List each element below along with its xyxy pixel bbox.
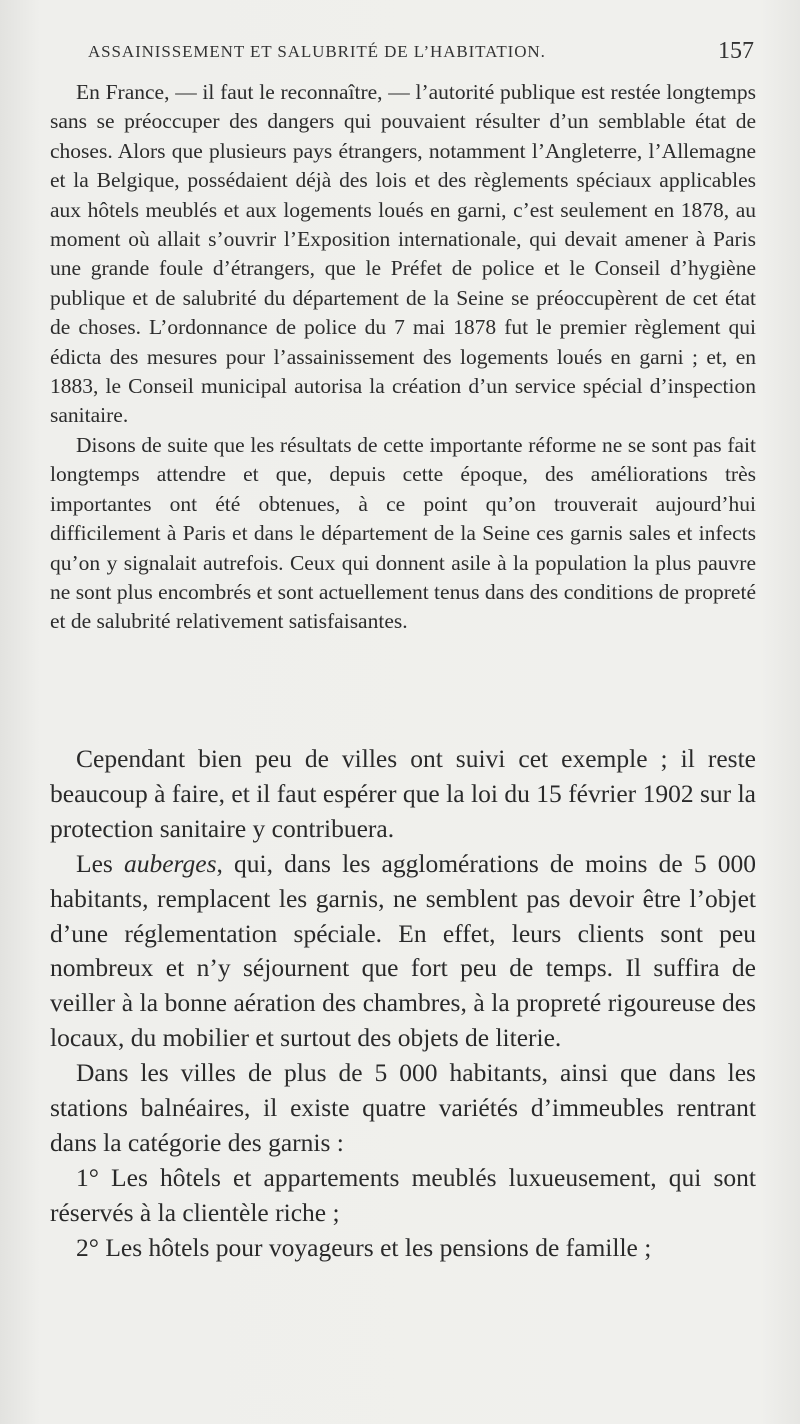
paragraph-auberges <box>50 847 756 1056</box>
auberges-term: auberges <box>123 848 217 878</box>
list-item-1: 1° Les hôtels et appartements meublés luxueusement, qui sont réservés à la clientèle riche ; <box>50 1162 756 1227</box>
auberges-lead: Les <box>76 848 124 878</box>
auberges-rest: , qui, dans les agglomérations de moins de 5 000 habitants, remplacent les garnis, ne semblent pas devoir être l’objet d’une réglementation spéciale. En effet, leurs clients sont peu nombreux et n’y séjournent que fort peu de temps. Il suffira de veiller à la bonne aération des chambres, à la propreté rigoureuse des locaux, du mobilier et surtout des objets de literie. <box>50 848 756 1053</box>
page-number: 157 <box>718 38 754 64</box>
list-item-2: 2° Les hôtels pour voyageurs et les pensions de famille ; <box>76 1232 652 1262</box>
page-header <box>88 38 754 68</box>
small-print-section <box>50 78 756 637</box>
paragraph-law-1902: Cependant bien peu de villes ont suivi cet exemple ; il reste beaucoup à faire, et il faut espérer que la loi du 15 février 1902 sur la protection sanitaire y contribuera. <box>50 744 756 843</box>
main-text-section <box>50 742 756 1266</box>
running-head: ASSAINISSEMENT ET SALUBRITÉ DE L’HABITATION. <box>88 42 546 61</box>
paragraph-four-varieties: Dans les villes de plus de 5 000 habitants, ainsi que dans les stations balnéaires, il existe quatre variétés d’immeubles rentrant dans la catégorie des garnis : <box>50 1058 756 1157</box>
paragraph-reform-results: Disons de suite que les résultats de cette importante réforme ne se sont pas fait longtemps attendre et que, depuis cette époque, des améliorations très importantes ont été obtenues, à ce point qu’on trouverait aujourd’hui difficilement à Paris et dans le département de la Seine ces garnis sales et infects qu’on y signalait autrefois. Ceux qui donnent asile à la population la plus pauvre ne sont plus encombrés et sont actuellement tenus dans des conditions de propreté et de salubrité relativement satisfaisantes. <box>50 432 756 634</box>
paragraph-france-regulation: En France, — il faut le reconnaître, — l’autorité publique est restée longtemps sans se préoccuper des dangers qui pouvaient résulter d’un semblable état de choses. Alors que plusieurs pays étrangers, notamment l’Angleterre, l’Allemagne et la Belgique, possédaient déjà des lois et des règlements spéciaux applicables aux hôtels meublés et aux logements loués en garni, c’est seulement en 1878, au moment où allait s’ouvrir l’Exposition internationale, qui devait amener à Paris une grande foule d’étrangers, que le Préfet de police et le Conseil d’hygiène publique et de salubrité du département de la Seine se préoccupèrent de cet état de choses. L’ordonnance de police du 7 mai 1878 fut le premier règlement qui édicta des mesures pour l’assainissement des logements loués en garni ; et, en 1883, le Conseil municipal autorisa la création d’un service spécial d’inspection sanitaire. <box>50 80 756 428</box>
